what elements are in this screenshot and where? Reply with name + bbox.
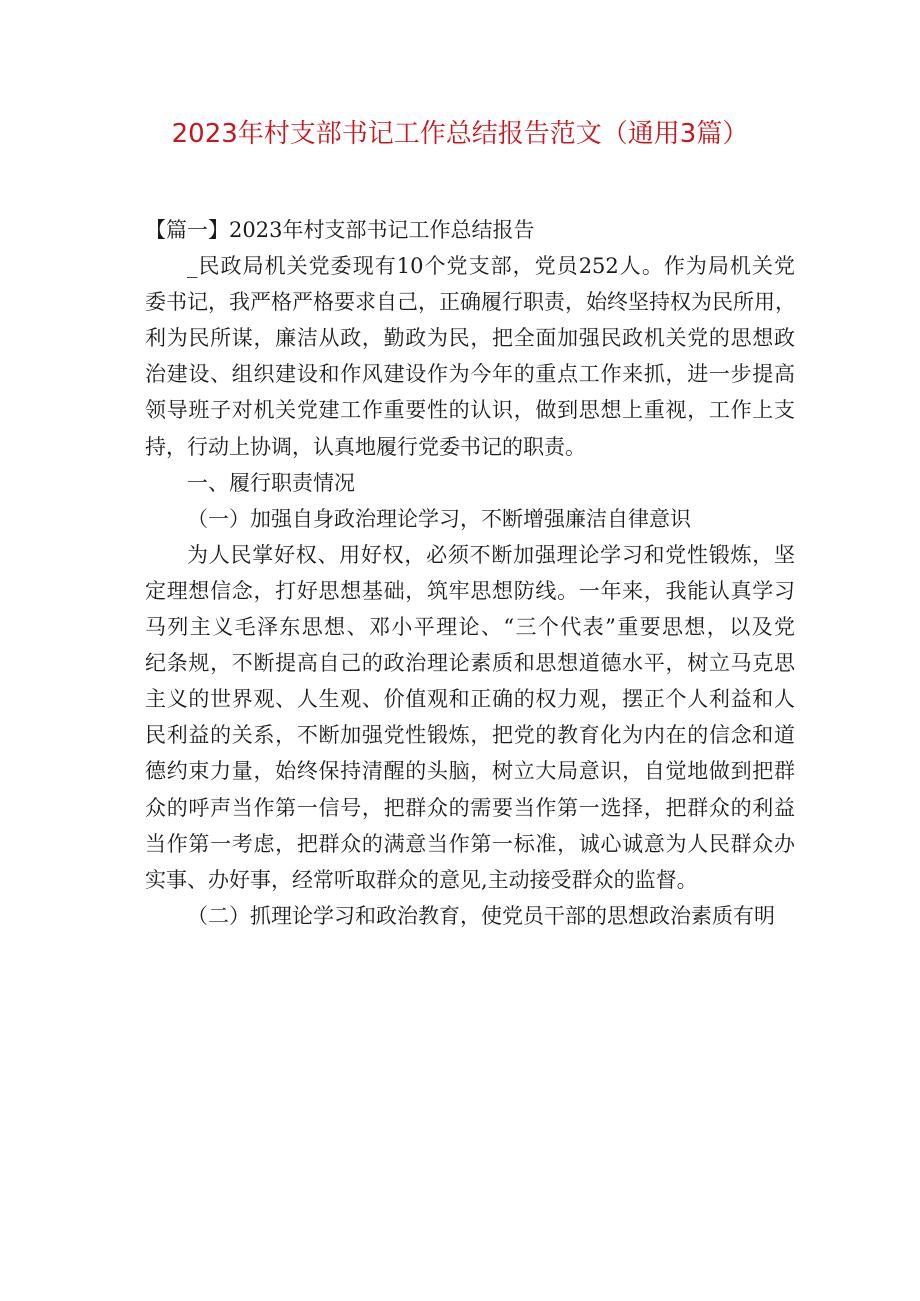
subsection-heading: （一）加强自身政治理论学习，不断增强廉洁自律意识 xyxy=(187,506,691,531)
paragraph-line: 利为民所谋，廉洁从政，勤政为民，把全面加强民政机关党的思想政 xyxy=(145,326,795,351)
paragraph-line: 领导班子对机关党建工作重要性的认识，做到思想上重视，工作上支 xyxy=(145,398,795,423)
paragraph-line: 主义的世界观、人生观、价值观和正确的权力观，摆正个人利益和人 xyxy=(145,687,795,712)
subsection-heading: （二）抓理论学习和政治教育，使党员干部的思想政治素质有明 xyxy=(187,903,775,928)
paragraph-line: 委书记，我严格严格要求自己，正确履行职责，始终坚持权为民所用， xyxy=(145,290,796,315)
section-heading: 一、履行职责情况 xyxy=(187,470,355,495)
paragraph-line: 治建设、组织建设和作风建设作为今年的重点工作来抓，进一步提高 xyxy=(145,362,795,387)
part-heading: 【篇一】2023年村支部书记工作总结报告 xyxy=(145,218,535,242)
intro-paragraph xyxy=(145,248,795,465)
document-body xyxy=(145,212,795,934)
paragraph-line: 定理想信念，打好思想基础，筑牢思想防线。一年来，我能认真学习 xyxy=(145,578,795,603)
paragraph-line: 德约束力量，始终保持清醒的头脑，树立大局意识，自觉地做到把群 xyxy=(145,759,795,784)
paragraph-line: 当作第一考虑，把群众的满意当作第一标准，诚心诚意为人民群众办 xyxy=(145,831,795,856)
document-title: 2023年村支部书记工作总结报告范文（通用3篇） xyxy=(171,119,749,149)
paragraph-line: 民利益的关系，不断加强党性锻炼，把党的教育化为内在的信念和道 xyxy=(145,723,795,748)
paragraph-line: 持，行动上协调，认真地履行党委书记的职责。 xyxy=(145,434,586,459)
paragraph-line: 为人民掌好权、用好权，必须不断加强理论学习和党性锻炼，坚 xyxy=(187,542,795,567)
paragraph-line: _民政局机关党委现有10个党支部，党员252人。作为局机关党 xyxy=(187,254,795,279)
paragraph-line: 众的呼声当作第一信号，把群众的需要当作第一选择，把群众的利益 xyxy=(145,795,795,820)
paragraph-line: 实事、办好事，经常听取群众的意见,主动接受群众的监督。 xyxy=(145,867,698,892)
paragraph-line: 马列主义毛泽东思想、邓小平理论、“三个代表”重要思想，以及党 xyxy=(145,615,795,640)
subsection-one-paragraph xyxy=(145,537,795,898)
paragraph-line: 纪条规，不断提高自己的政治理论素质和思想道德水平，树立马克思 xyxy=(145,651,795,676)
